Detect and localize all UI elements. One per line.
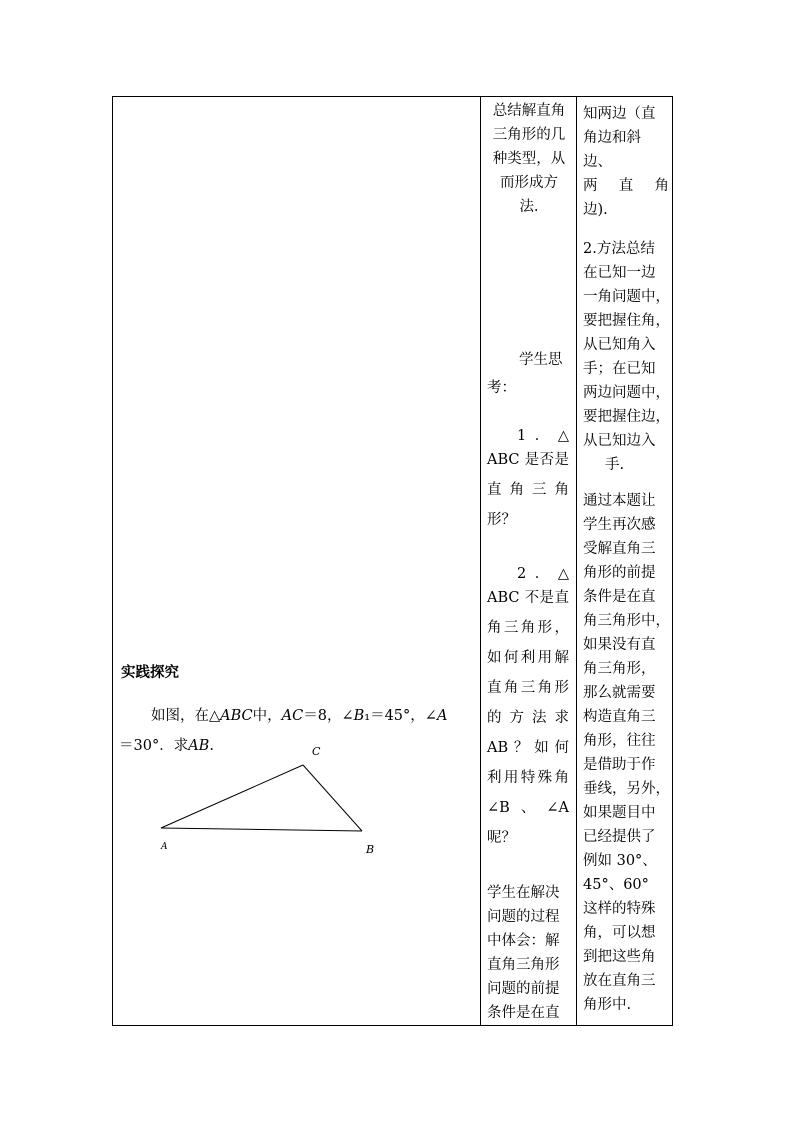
problem-line-1: 如图，在△ABC中，AC＝8，∠B₁＝45°，∠A bbox=[151, 708, 448, 724]
column-student-activity bbox=[481, 97, 577, 1025]
question-1: 1．△ ABC 是否是 直角三角 形？ bbox=[487, 428, 569, 528]
summary-text: 总结解直角 三角形的几 种类型，从 而形成方 法. bbox=[492, 103, 566, 215]
side-ab bbox=[161, 828, 362, 831]
problem-line-2: ＝30°．求AB. bbox=[119, 738, 214, 754]
question-2: 2．△ ABC 不是直 角三角形， 如何利用解 直角三角形 的方法求 AB？如何 利用特殊角 ∠B、∠A 呢？ bbox=[487, 566, 569, 846]
think-line-1: 学生思 bbox=[519, 352, 563, 368]
method-summary: 2.方法总结 在已知一边 一角问题中， 要把握住角， 从已知角入 手；在已知 两边问题中， 要把握住边， 从已知边入 手. bbox=[583, 241, 670, 473]
vertex-label-c: C bbox=[312, 745, 321, 758]
think-line-2: 考： bbox=[487, 380, 516, 396]
vertex-label-b: B bbox=[366, 843, 375, 856]
section-heading: 实践探究 bbox=[121, 664, 179, 681]
column-activity bbox=[113, 97, 481, 1025]
side-cb bbox=[303, 765, 362, 831]
student-reflection: 学生在解决 问题的过程 中体会：解 直角三角形 问题的前提 条件是在直 bbox=[487, 885, 560, 1021]
lesson-table bbox=[112, 96, 673, 1026]
vertex-label-a: A bbox=[161, 842, 168, 852]
side-ac bbox=[161, 765, 303, 828]
column-design-intent bbox=[577, 97, 672, 1025]
design-purpose: 通过本题让 学生再次感 受解直角三 角形的前提 条件是在直 角三角形中， 如果没有直 角三角形， 那么就需要 构造直角三 角形，往往 是借助于作 垂线，另外， 如果题目中 已经提供了 例如 30°、 45°、60° 这样的特殊 角，可以想 到把这些角 放在直角三 角形中. bbox=[583, 493, 670, 1013]
triangle-figure bbox=[153, 737, 393, 862]
two-sides-text: 知两边（直 角边和斜边、 两直角 边). bbox=[583, 106, 669, 218]
